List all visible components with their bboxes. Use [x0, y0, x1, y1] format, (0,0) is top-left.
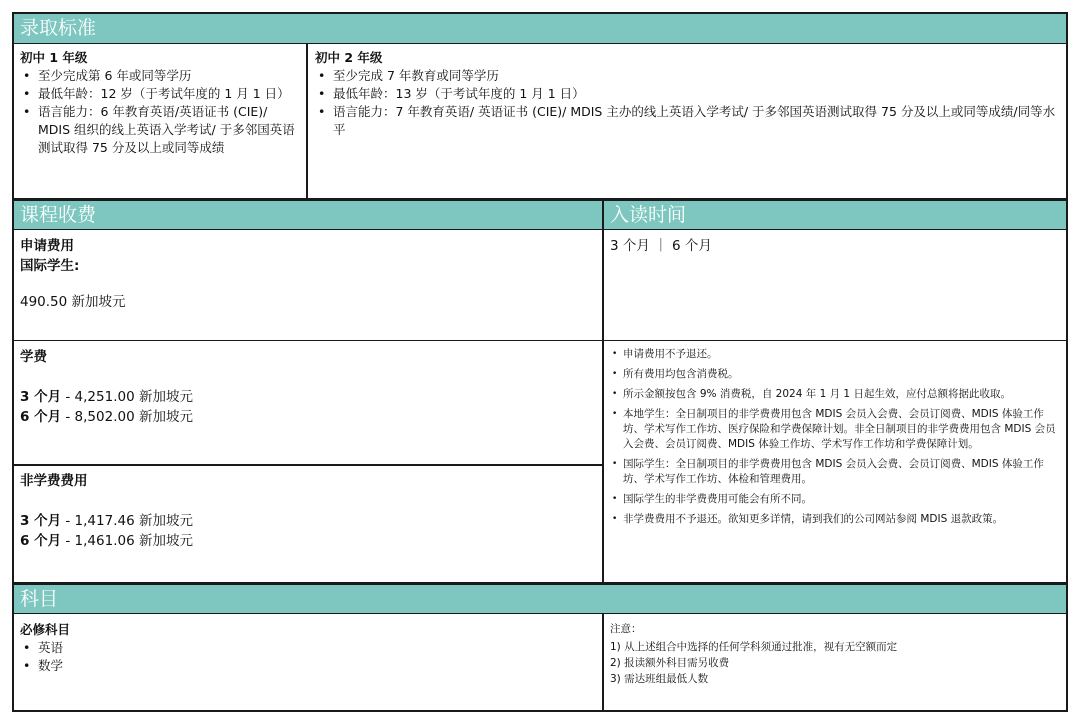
grade2-item: • 语言能力：7 年教育英语/ 英语证书 (CIE)/ MDIS 主办的线上英语入学考试/ 于多邻国英语测试取得 75 分及以上或同等成绩/同等水平 [315, 103, 1060, 139]
subject-item: • 英语 [20, 639, 590, 657]
grade2-item: • 最低年龄：13 岁（于考试年度的 1 月 1 日） [315, 85, 1060, 103]
tuition-period: 3 个月 [20, 389, 62, 405]
non-tuition-period: 6 个月 [20, 533, 62, 549]
tuition-amount: - 8,502.00 新加坡元 [61, 409, 193, 425]
non-tuition-row [20, 511, 590, 531]
fee-note-item: • 所示金额按包含 9% 消费税，自 2024 年 1 月 1 日起生效，应付总额将据此收取。 [606, 387, 1058, 402]
subjects-note-item: 3) 需达班组最低人数 [610, 673, 709, 685]
application-fee-subheading: 国际学生: [20, 258, 80, 274]
subjects-note-item: 1) 从上述组合中选择的任何学科须通过批准，视有无空额而定 [610, 641, 898, 653]
subjects-required-heading: 必修科目 [20, 622, 71, 637]
fees-header [12, 199, 604, 231]
grade1-heading: 初中 1 年级 [20, 50, 88, 65]
fee-note-item: • 本地学生：全日制项目的非学费费用包含 MDIS 会员入会费、会员订阅费、MDIS 体验工作坊、学术写作工作坊、医疗保险和学费保障计划。非全日制项目的非学费费用包含 MDIS 会员入会费、会员订阅费、MDIS 体验工作坊、学术写作工作坊和学费保障计划。 [606, 407, 1058, 452]
application-fee-heading: 申请费用 [20, 238, 74, 254]
grade1-item: • 至少完成第 6 年或同等学历 [20, 67, 302, 85]
intake-value: 3 个月 ｜ 6 个月 [610, 238, 712, 254]
fee-note-item: • 非学费费用不予退还。欲知更多详情，请到我们的公司网站参阅 MDIS 退款政策。 [606, 512, 1058, 527]
application-fee-amount: 490.50 新加坡元 [20, 294, 126, 310]
non-tuition-row [20, 531, 590, 551]
non-tuition-amount: - 1,417.46 新加坡元 [61, 513, 193, 529]
subjects-header [12, 583, 1068, 615]
subjects-notes [610, 622, 1060, 688]
grade2-item: • 至少完成 7 年教育或同等学历 [315, 67, 1060, 85]
tuition-block [20, 347, 590, 427]
admission-title: 录取标准 [20, 17, 97, 39]
admission-header [12, 12, 1068, 45]
tuition-period: 6 个月 [20, 409, 62, 425]
subject-item: • 数学 [20, 657, 590, 675]
admission-divider [306, 44, 308, 200]
fee-notes [606, 347, 1058, 532]
grade1-item: • 最低年龄：12 岁（于考试年度的 1 月 1 日） [20, 85, 302, 103]
application-fee-block [20, 236, 590, 312]
non-tuition-period: 3 个月 [20, 513, 62, 529]
grade2-heading: 初中 2 年级 [315, 50, 383, 65]
grade1-block [20, 49, 302, 157]
subjects-block [20, 621, 590, 675]
tuition-amount: - 4,251.00 新加坡元 [61, 389, 193, 405]
tuition-row [20, 387, 590, 407]
tuition-heading: 学费 [20, 349, 47, 365]
grade1-item: • 语言能力：6 年教育英语/英语证书 (CIE)/ MDIS 组织的线上英语入学考试/ 于多邻国英语测试取得 75 分及以上或同等成绩 [20, 103, 302, 157]
intake-header [602, 199, 1068, 231]
non-tuition-heading: 非学费费用 [20, 473, 88, 489]
fee-note-item: • 国际学生的非学费费用可能会有所不同。 [606, 492, 1058, 507]
subjects-title: 科目 [20, 588, 59, 610]
fee-note-item: • 申请费用不予退还。 [606, 347, 1058, 362]
fee-note-item: • 所有费用均包含消费税。 [606, 367, 1058, 382]
non-tuition-amount: - 1,461.06 新加坡元 [61, 533, 193, 549]
grade2-block [315, 49, 1060, 139]
subjects-notes-heading: 注意： [610, 623, 642, 635]
subjects-note-item: 2) 报读额外科目需另收费 [610, 657, 730, 669]
intake-title: 入读时间 [610, 204, 687, 226]
fees-title: 课程收费 [20, 204, 97, 226]
tuition-row [20, 407, 590, 427]
non-tuition-block [20, 471, 590, 551]
fee-note-item: • 国际学生：全日制项目的非学费费用包含 MDIS 会员入会费、会员订阅费、MDIS 体验工作坊、学术写作工作坊、体检和管理费用。 [606, 457, 1058, 487]
